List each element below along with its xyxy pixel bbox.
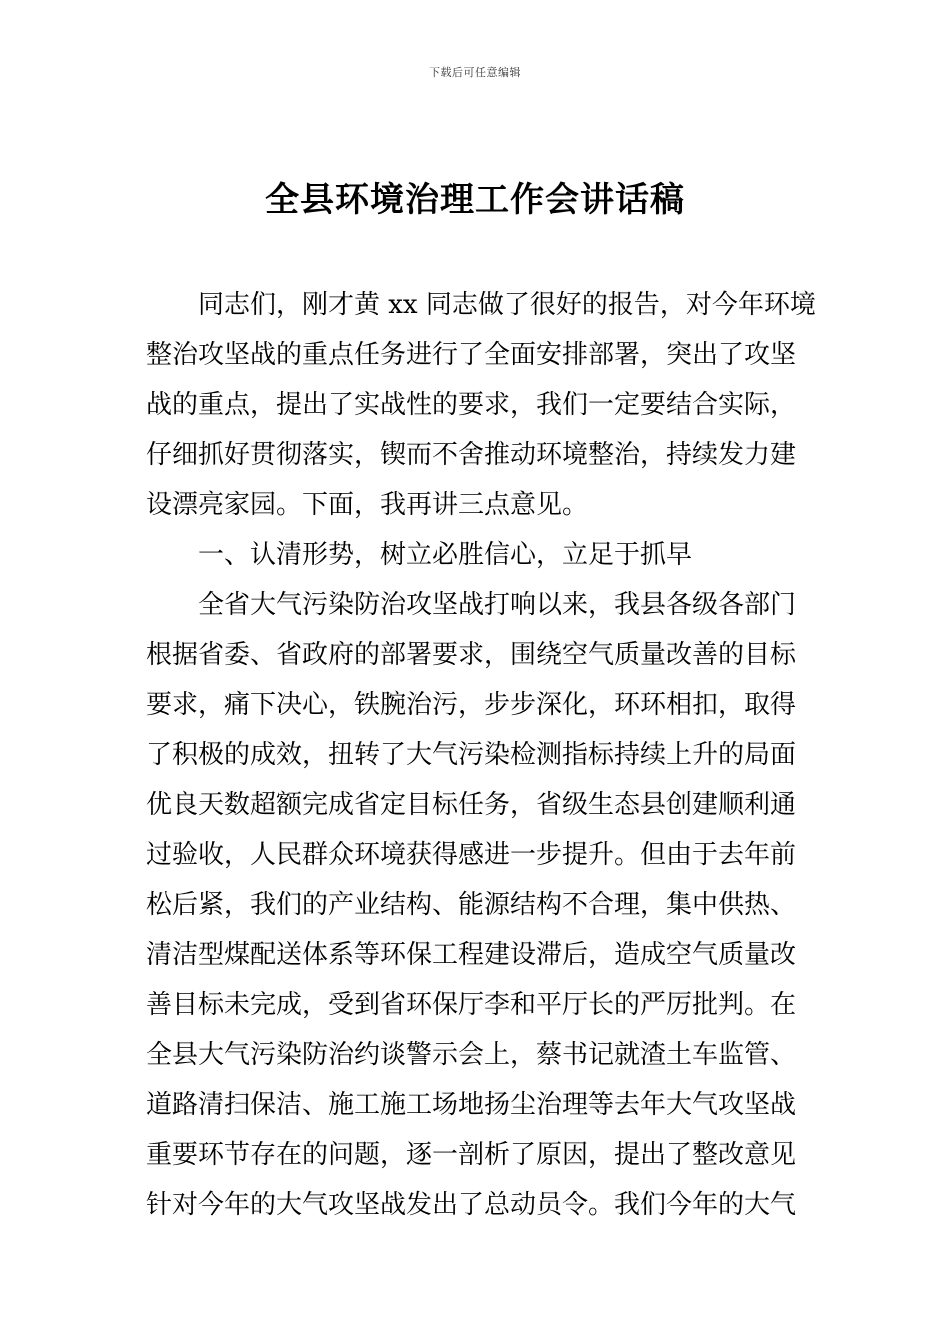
body-line: 过验收，人民群众环境获得感进一步提升。但由于去年前 [146,840,797,870]
body-line: 善目标未完成，受到省环保厅李和平厅长的严厉批判。在 [146,990,797,1020]
body-line: 仔细抓好贯彻落实，锲而不舍推动环境整治，持续发力建 [146,440,797,470]
body-line: 根据省委、省政府的部署要求，围绕空气质量改善的目标 [146,640,797,670]
document-title: 全县环境治理工作会讲话稿 [265,180,685,220]
body-line: 全县大气污染防治约谈警示会上，蔡书记就渣土车监管、 [146,1040,797,1070]
section-heading: 一、认清形势，树立必胜信心，立足于抓早 [198,540,693,570]
body-line: 重要环节存在的问题，逐一剖析了原因，提出了整改意见 [146,1140,797,1170]
body-line: 同志们，刚才黄 xx 同志做了很好的报告，对今年环境 [198,290,816,320]
document-body [146,280,816,1230]
body-line: 道路清扫保洁、施工施工场地扬尘治理等去年大气攻坚战 [146,1090,797,1120]
body-line: 全省大气污染防治攻坚战打响以来，我县各级各部门 [198,590,797,620]
body-line: 整治攻坚战的重点任务进行了全面安排部署，突出了攻坚 [146,340,797,370]
body-line: 战的重点，提出了实战性的要求，我们一定要结合实际， [146,390,797,420]
body-line: 优良天数超额完成省定目标任务，省级生态县创建顺利通 [146,790,797,820]
header-note: 下载后可任意编辑 [429,66,521,79]
body-line: 了积极的成效，扭转了大气污染检测指标持续上升的局面 [146,740,797,770]
body-line: 要求，痛下决心，铁腕治污，步步深化，环环相扣，取得 [146,690,797,720]
body-line: 设漂亮家园。下面，我再讲三点意见。 [146,490,589,520]
body-line: 松后紧，我们的产业结构、能源结构不合理，集中供热、 [146,890,797,920]
body-line: 针对今年的大气攻坚战发出了总动员令。我们今年的大气 [146,1190,797,1220]
body-line: 清洁型煤配送体系等环保工程建设滞后，造成空气质量改 [146,940,797,970]
